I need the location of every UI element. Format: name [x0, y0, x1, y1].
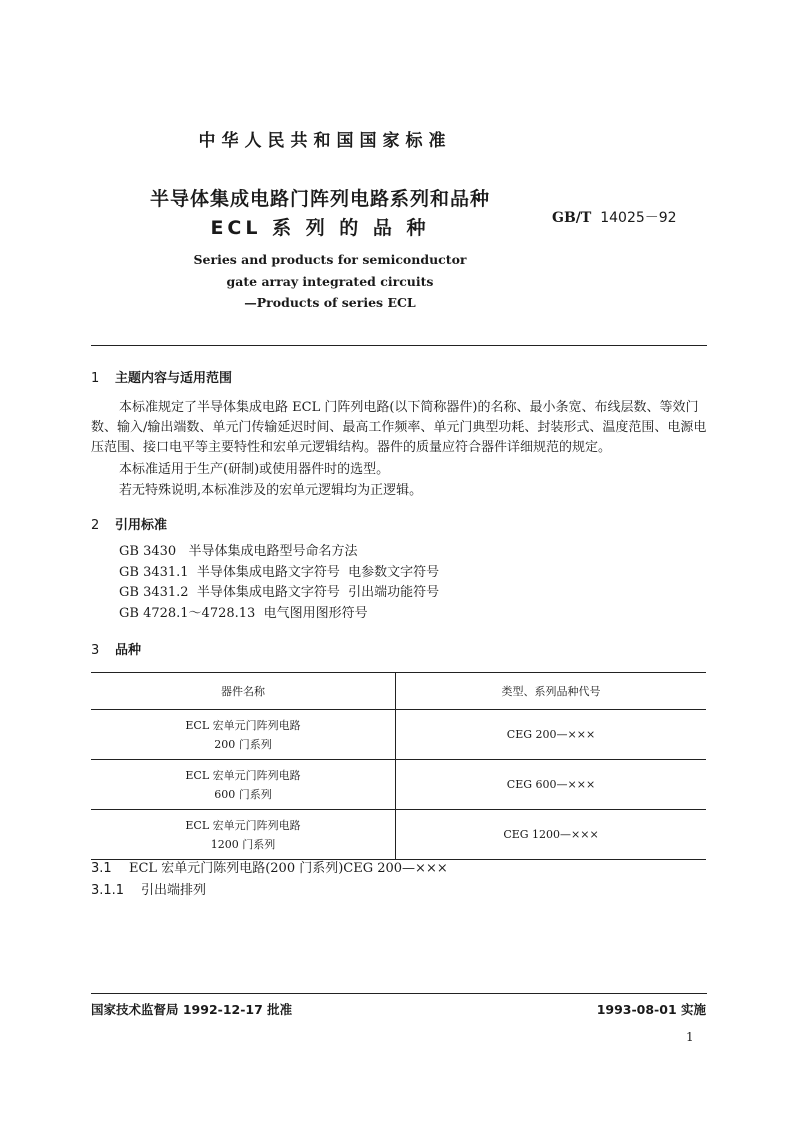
section1-para3: 若无特殊说明,本标准涉及的宏单元逻辑均为正逻辑。 — [119, 483, 423, 498]
device-name-cell — [91, 710, 396, 760]
device-name-line2: 600 门系列 — [214, 787, 272, 801]
table-row — [91, 810, 706, 860]
device-name-cell — [91, 810, 396, 860]
section2-number: 2 — [91, 518, 100, 533]
table-header-row — [91, 673, 706, 710]
subsection-3-1 — [91, 857, 448, 876]
section1-para1: 本标准规定了半导体集成电路 ECL 门阵列电路(以下简称器件)的名称、最小条宽、布线层数、等效门数、输入/输出端数、单元门传输延迟时间、最高工作频率、单元门典型功耗、封装形式、温度范围、电源电压范围、接口电平等主要特性和宏单元逻辑结构。器件的质量应符合器件详细规范的规定。 — [91, 400, 707, 455]
device-name-line1: ECL 宏单元门阵列电路 — [185, 718, 301, 732]
reference-item: GB 3431.1 半导体集成电路文字符号 电参数文字符号 — [119, 564, 440, 580]
reference-item: GB 3431.2 半导体集成电路文字符号 引出端功能符号 — [119, 585, 440, 600]
title-zh-line2: ECL 系 列 的 品 种 — [210, 217, 430, 239]
title-en-line1: Series and products for semiconductor — [193, 252, 467, 267]
reference-list — [119, 542, 439, 624]
standard-number: 14025－92 — [600, 210, 677, 226]
subsection-3-1-1-text: 引出端排列 — [141, 883, 207, 898]
section3-number: 3 — [91, 643, 100, 658]
section3-heading — [91, 639, 141, 658]
subsection-3-1-text: ECL 宏单元门陈列电路(200 门系列)CEG 200—××× — [129, 861, 448, 876]
page-number: 1 — [686, 1030, 694, 1044]
header-divider — [91, 345, 707, 346]
footer-divider — [91, 993, 707, 994]
device-name-line2: 1200 门系列 — [210, 837, 276, 851]
national-standard-heading: 中华人民共和国国家标准 — [198, 131, 452, 151]
type-code-cell: CEG 600—××× — [396, 760, 707, 810]
product-table — [91, 672, 706, 860]
section1-para2: 本标准适用于生产(研制)或使用器件时的选型。 — [119, 462, 390, 477]
section1-title: 主题内容与适用范围 — [115, 371, 233, 386]
table-row — [91, 710, 706, 760]
standard-code — [552, 207, 677, 227]
title-en-line3: —Products of series ECL — [244, 295, 416, 310]
section3-title: 品种 — [115, 643, 142, 658]
approval-date: 国家技术监督局 1992-12-17 批准 — [91, 1002, 293, 1017]
device-name-cell — [91, 760, 396, 810]
section2-title: 引用标准 — [115, 518, 168, 533]
device-name-line1: ECL 宏单元门阵列电路 — [185, 818, 301, 832]
section1-heading — [91, 367, 232, 386]
table-header-type-code: 类型、系列品种代号 — [396, 673, 707, 710]
title-zh-line1: 半导体集成电路门阵列电路系列和品种 — [149, 188, 490, 210]
type-code-cell: CEG 200—××× — [396, 710, 707, 760]
title-en-line2: gate array integrated circuits — [226, 274, 434, 289]
type-code-cell: CEG 1200—××× — [396, 810, 707, 860]
reference-item: GB 3430 半导体集成电路型号命名方法 — [119, 544, 358, 559]
section2-heading — [91, 514, 167, 533]
section1-number: 1 — [91, 371, 100, 386]
subsection-3-1-1 — [91, 879, 206, 898]
reference-item: GB 4728.1～4728.13 电气图用图形符号 — [119, 605, 368, 621]
table-header-device-name: 器件名称 — [91, 673, 396, 710]
device-name-line1: ECL 宏单元门阵列电路 — [185, 768, 301, 782]
subsection-3-1-number: 3.1 — [91, 861, 112, 876]
standard-prefix: GB/T — [552, 210, 592, 226]
table-row — [91, 760, 706, 810]
device-name-line2: 200 门系列 — [214, 737, 272, 751]
implementation-date: 1993-08-01 实施 — [596, 1002, 706, 1017]
subsection-3-1-1-number: 3.1.1 — [91, 883, 125, 898]
